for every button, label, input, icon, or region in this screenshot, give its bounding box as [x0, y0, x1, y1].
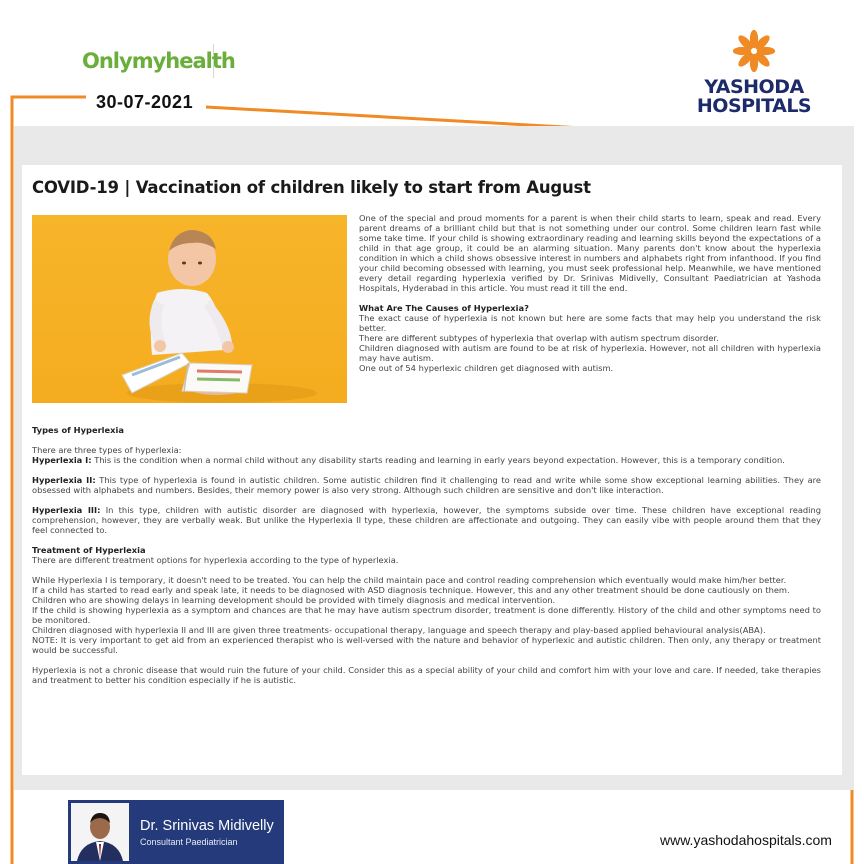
treatment-heading: Treatment of Hyperlexia	[32, 545, 146, 555]
flower-icon	[731, 28, 777, 74]
treatment-line: Children diagnosed with hyperlexia II and III are given three treatments- occupational therapy, language and speech therapy and play-based applied behavioural analysis(ABA).	[32, 625, 766, 635]
publish-date: 30-07-2021	[96, 92, 194, 112]
treatment-line: If a child has started to read early and speak late, it needs to be diagnosed with ASD diagnosis technique. However, this and any other treatment should be done cautiously on them.	[32, 585, 790, 595]
causes-heading: What Are The Causes of Hyperlexia?	[359, 303, 529, 313]
type-1-text: This is the condition when a normal child without any disability starts reading and learning in early years beyond expectation. However, this is a temporary condition.	[91, 455, 785, 465]
yashoda-hospitals-logo	[692, 28, 816, 116]
hospital-name-line2: HOSPITALS	[696, 95, 812, 117]
article-body	[32, 425, 821, 685]
intro-paragraph: One of the special and proud moments for a parent is when their child starts to learn, speak and read. Every parent dreams of a brilliant child but that is not something under our control. Some children learn fast while some take time. If your child is showing extraordinary reading and learning skills beyond the expectations of a child in that age group, it could be an alarming situation. Many parents don't know about the hyperlexia condition in which a child shows obsessive interest in numbers and alphabets right from infanthood. If you find your child becoming obsessed with learning, you must seek professional help. Meanwhile, we have mentioned every detail regarding hyperlexia verified by Dr. Srinivas Midivelly, Consultant Paediatrician at Yashoda Hospitals, Hyderabad in this article. You must read it till the end.	[359, 213, 821, 293]
publication-name: Onlymyhealth	[82, 49, 235, 73]
type-1-label: Hyperlexia I:	[32, 455, 92, 465]
doctor-card	[68, 800, 284, 864]
treatment-note: NOTE: It is very important to get aid from an experienced therapist who is well-versed with the nature and behavior of hyperlexic and autistic children. Then only, any therapy or treatment would be successful.	[32, 635, 821, 655]
type-1-paragraph	[32, 455, 821, 465]
type-3-text: In this type, children with autistic disorder are diagnosed with hyperlexia, however, the symptoms subside over time. These children have exceptional reading comprehension, however, they are verbally weak. But unlike the Hyperlexia II type, these children are affectionate and outgoing. They can easily vibe with people around them that they feel connected to.	[32, 505, 821, 535]
doctor-name: Dr. Srinivas Midivelly	[140, 817, 274, 834]
conclusion-paragraph: Hyperlexia is not a chronic disease that would ruin the future of your child. Consider this as a special ability of your child and comfort him with your love and care. If needed, take therapies and treatment to better his condition especially if he is autistic.	[32, 665, 821, 685]
doctor-avatar	[71, 803, 129, 861]
treatment-line: Children who are showing delays in learning development should be provided with timely diagnosis and medical intervention.	[32, 595, 556, 605]
child-reading-photo	[32, 215, 347, 403]
treatment-intro: There are different treatment options for hyperlexia according to the type of hyperlexia.	[32, 555, 399, 565]
intro-column	[359, 213, 821, 373]
website-link[interactable]: www.yashodahospitals.com	[660, 832, 832, 848]
types-heading: Types of Hyperlexia	[32, 425, 124, 435]
type-2-label: Hyperlexia II:	[32, 475, 96, 485]
type-2-paragraph	[32, 475, 821, 495]
doctor-role: Consultant Paediatrician	[140, 836, 238, 847]
onlymyhealth-logo	[76, 44, 235, 78]
hospital-name-line1: YASHODA	[704, 76, 804, 98]
causes-line: There are different subtypes of hyperlexia that overlap with autism spectrum disorder.	[359, 333, 719, 343]
article-title: COVID-19 | Vaccination of children likely to start from August	[32, 178, 591, 197]
causes-line: One out of 54 hyperlexic children get diagnosed with autism.	[359, 363, 614, 373]
treatment-line: While Hyperlexia I is temporary, it doesn't need to be treated. You can help the child maintain pace and control reading comprehension which eventually would make him/her better.	[32, 575, 787, 585]
types-intro: There are three types of hyperlexia:	[32, 445, 182, 455]
doctor-portrait	[71, 803, 129, 861]
type-3-label: Hyperlexia III:	[32, 505, 101, 515]
type-3-paragraph	[32, 505, 821, 535]
type-2-text: This type of hyperlexia is found in autistic children. Some autistic children find it challenging to read and write while some show exceptional learning abilities. They are obsessed with alphabets and numbers. Besides, their memory power is also very strong. Although such children are sensitive and don't like interaction.	[32, 475, 821, 495]
treatment-line: If the child is showing hyperlexia as a symptom and chances are that he may have autism spectrum disorder, treatment is done differently. History of the child and other symptoms need to be monitored.	[32, 605, 821, 625]
causes-line: Children diagnosed with autism are found to be at risk of hyperlexia. However, not all children with hyperlexia may have autism.	[359, 343, 821, 363]
causes-line: The exact cause of hyperlexia is not known but here are some facts that may help you understand the risk better.	[359, 313, 821, 333]
child-reading-illustration	[32, 215, 347, 403]
